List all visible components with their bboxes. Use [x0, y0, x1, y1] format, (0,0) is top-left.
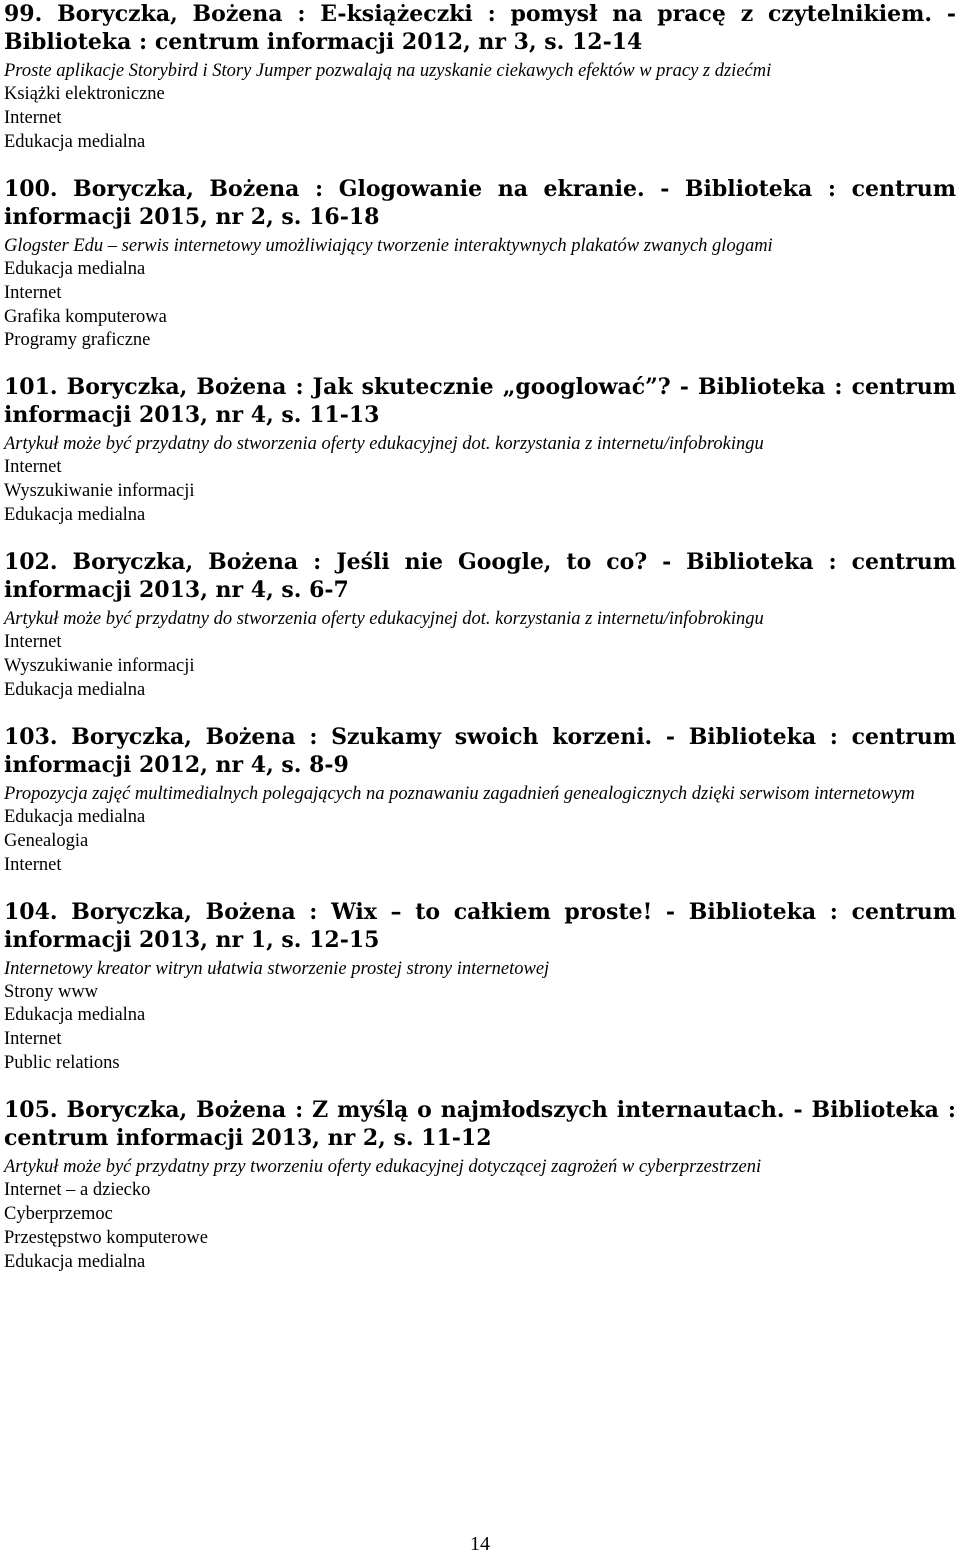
entry-tag: Internet	[4, 854, 62, 875]
entry-heading: 99. Boryczka, Bożena : E-książeczki : pomysł na pracę z czytelnikiem. - Biblioteka : centrum informacji 2012, nr 3, s. 12-14	[4, 1, 956, 55]
entry-tags	[4, 258, 956, 354]
entry-description: Internetowy kreator witryn ułatwia stworzenie prostej strony internetowej	[4, 958, 550, 979]
entry-description: Artykuł może być przydatny do stworzenia oferty edukacyjnej dot. korzystania z internetu/infobrokingu	[4, 434, 764, 455]
entry-description: Propozycja zajęć multimedialnych polegających na poznawaniu zagadnień genealogicznych dzięki serwisom internetowym	[4, 783, 915, 804]
entry-tag: Internet	[4, 457, 62, 478]
entry-tag: Internet	[4, 632, 62, 653]
entry-tag: Genealogia	[4, 830, 89, 851]
bibliography-entry	[4, 373, 956, 528]
entry-tag: Internet	[4, 107, 62, 128]
entry-heading: 101. Boryczka, Bożena : Jak skutecznie „googlować”? - Biblioteka : centrum informacji 2013, nr 4, s. 11-13	[4, 374, 956, 429]
entry-tag: Edukacja medialna	[4, 258, 146, 279]
entry-tag: Public relations	[4, 1053, 120, 1074]
entry-description: Artykuł może być przydatny do stworzenia oferty edukacyjnej dot. korzystania z internetu/infobrokingu	[4, 609, 764, 630]
entry-tag: Edukacja medialna	[4, 505, 146, 526]
entry-tag: Internet	[4, 282, 62, 303]
bibliography-entry	[4, 548, 956, 703]
entry-tag: Grafika komputerowa	[4, 306, 167, 327]
entry-heading: 103. Boryczka, Bożena : Szukamy swoich korzeni. - Biblioteka : centrum informacji 2012, nr 4, s. 8-9	[4, 723, 956, 778]
bibliography-entry	[4, 175, 956, 354]
bibliography-list	[4, 0, 956, 1295]
entry-description: Artykuł może być przydatny przy tworzeniu oferty edukacyjnej dotyczącej zagrożeń w cyberprzestrzeni	[4, 1157, 762, 1178]
entry-description: Glogster Edu – serwis internetowy umożliwiający tworzenie interaktywnych plakatów zwanych glogami	[4, 235, 773, 256]
entry-tags	[4, 83, 956, 155]
entry-tag: Edukacja medialna	[4, 806, 146, 827]
entry-tag: Edukacja medialna	[4, 131, 146, 152]
entry-tag: Wyszukiwanie informacji	[4, 481, 195, 502]
entry-tags	[4, 1179, 956, 1275]
entry-heading: 104. Boryczka, Bożena : Wix – to całkiem proste! - Biblioteka : centrum informacji 2013, nr 1, s. 12-15	[4, 898, 956, 953]
bibliography-entry	[4, 898, 956, 1077]
entry-tags	[4, 981, 956, 1077]
entry-description: Proste aplikacje Storybird i Story Jumper pozwalają na uzyskanie ciekawych efektów w pracy z dziećmi	[4, 61, 772, 81]
bibliography-entry	[4, 0, 956, 155]
entry-tag: Edukacja medialna	[4, 1005, 146, 1026]
entry-tag: Przestępstwo komputerowe	[4, 1227, 208, 1248]
entry-heading: 100. Boryczka, Bożena : Glogowanie na ekranie. - Biblioteka : centrum informacji 2015, nr 2, s. 16-18	[4, 175, 956, 230]
entry-tag: Książki elektroniczne	[4, 84, 165, 104]
entry-heading: 102. Boryczka, Bożena : Jeśli nie Google, to co? - Biblioteka : centrum informacji 2013, nr 4, s. 6-7	[4, 549, 956, 604]
entry-tag: Wyszukiwanie informacji	[4, 655, 195, 676]
bibliography-entry	[4, 723, 956, 878]
entry-tag: Edukacja medialna	[4, 1251, 146, 1272]
entry-tag: Strony www	[4, 981, 99, 1002]
entry-tag: Cyberprzemoc	[4, 1204, 113, 1225]
entry-tags	[4, 456, 956, 528]
entry-tag: Internet – a dziecko	[4, 1180, 151, 1201]
entry-heading: 105. Boryczka, Bożena : Z myślą o najmłodszych internautach. - Biblioteka : centrum informacji 2013, nr 2, s. 11-12	[4, 1097, 956, 1152]
entry-tags	[4, 631, 956, 703]
bibliography-entry	[4, 1096, 956, 1275]
entry-tags	[4, 806, 956, 878]
page-number: 14	[470, 1533, 490, 1555]
entry-tag: Internet	[4, 1029, 62, 1050]
entry-tag: Edukacja medialna	[4, 679, 146, 700]
entry-tag: Programy graficzne	[4, 330, 151, 351]
